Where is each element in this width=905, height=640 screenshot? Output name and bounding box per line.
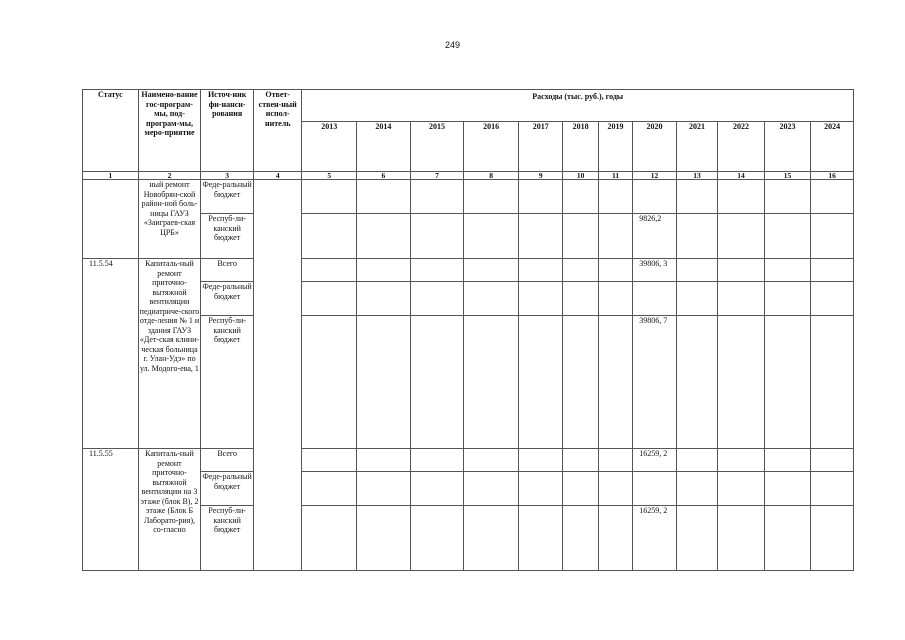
value-cell (811, 316, 854, 449)
value-cell (676, 506, 717, 571)
value-cell (598, 472, 632, 506)
value-cell (518, 259, 563, 282)
name-cell: ный ремонт Новобрян-ской район-ной боль-ницы ГАУЗ «Заиграев-ская ЦРБ» (138, 180, 201, 259)
header-year: 2019 (598, 122, 632, 172)
value-cell (811, 214, 854, 259)
header-year: 2016 (464, 122, 519, 172)
header-responsible: Ответ-ствен-ный испол-нитель (253, 90, 302, 172)
value-cell (633, 282, 676, 316)
value-cell (518, 214, 563, 259)
value-cell (764, 472, 811, 506)
value-cell (357, 282, 411, 316)
value-cell (410, 259, 464, 282)
column-number: 10 (563, 172, 598, 180)
value-cell (357, 214, 411, 259)
source-cell: Респуб-ли-канский бюджет (201, 214, 254, 259)
value-cell (563, 472, 598, 506)
value-cell (302, 180, 357, 214)
header-expenses: Расходы (тыс. руб.), годы (302, 90, 854, 122)
value-cell (464, 180, 519, 214)
value-cell (676, 259, 717, 282)
table-row (83, 259, 854, 282)
value-cell (718, 506, 765, 571)
value-cell (718, 472, 765, 506)
source-cell: Респуб-ли-канский бюджет (201, 506, 254, 571)
value-cell (563, 282, 598, 316)
value-cell (764, 214, 811, 259)
header-year: 2023 (764, 122, 811, 172)
value-cell (302, 259, 357, 282)
value-cell (676, 316, 717, 449)
value-cell (598, 506, 632, 571)
column-number: 15 (764, 172, 811, 180)
column-number: 1 (83, 172, 139, 180)
value-cell (518, 449, 563, 472)
value-cell (718, 180, 765, 214)
column-number: 12 (633, 172, 676, 180)
value-cell (598, 214, 632, 259)
value-cell (563, 259, 598, 282)
expenses-table (82, 89, 854, 571)
value-cell (302, 506, 357, 571)
name-cell: Капиталь-ный ремонт приточно-вытяжной вентиляции педиатриче-ского отде-ления № 1 и здания ГАУЗ «Дет-ская клини-ческая больница г. Улан-Удэ» по ул. Модого-ева, 1 (138, 259, 201, 449)
value-cell (410, 214, 464, 259)
value-cell (563, 316, 598, 449)
value-cell (563, 449, 598, 472)
value-cell: 39806, 7 (633, 316, 676, 449)
header-year: 2022 (718, 122, 765, 172)
column-number: 2 (138, 172, 201, 180)
value-cell (676, 180, 717, 214)
value-cell (464, 449, 519, 472)
value-cell (811, 282, 854, 316)
value-cell (464, 472, 519, 506)
value-cell (764, 282, 811, 316)
header-year: 2018 (563, 122, 598, 172)
value-cell (410, 449, 464, 472)
value-cell (811, 449, 854, 472)
value-cell (764, 180, 811, 214)
value-cell (563, 506, 598, 571)
value-cell (633, 472, 676, 506)
value-cell (811, 472, 854, 506)
value-cell (718, 282, 765, 316)
value-cell (598, 449, 632, 472)
source-cell: Всего (201, 259, 254, 282)
value-cell (357, 449, 411, 472)
value-cell (718, 214, 765, 259)
header-name: Наимено-вание гос-програм-мы, под-програм-мы, меро-приятие (138, 90, 201, 172)
column-number: 8 (464, 172, 519, 180)
value-cell (518, 282, 563, 316)
value-cell: 39806, 3 (633, 259, 676, 282)
value-cell: 16259, 2 (633, 506, 676, 571)
name-cell: Капиталь-ный ремонт приточно-вытяжной вентиляции на 3 этаже (блок В), 2 этаже (Блок Б Лаборато-рия), со-гласно (138, 449, 201, 571)
column-number: 13 (676, 172, 717, 180)
value-cell (410, 180, 464, 214)
value-cell (518, 316, 563, 449)
header-status: Статус (83, 90, 139, 172)
column-number: 3 (201, 172, 254, 180)
value-cell (410, 282, 464, 316)
value-cell (764, 259, 811, 282)
value-cell (718, 259, 765, 282)
value-cell (676, 449, 717, 472)
value-cell (633, 180, 676, 214)
source-cell: Всего (201, 449, 254, 472)
column-number: 4 (253, 172, 302, 180)
header-year: 2013 (302, 122, 357, 172)
status-cell (83, 180, 139, 259)
value-cell (302, 472, 357, 506)
page-number: 249 (444, 40, 461, 50)
value-cell (563, 180, 598, 214)
column-number: 16 (811, 172, 854, 180)
header-year: 2024 (811, 122, 854, 172)
value-cell (598, 282, 632, 316)
source-cell: Феде-ральный бюджет (201, 472, 254, 506)
header-year: 2015 (410, 122, 464, 172)
value-cell: 16259, 2 (633, 449, 676, 472)
value-cell (518, 506, 563, 571)
column-number: 5 (302, 172, 357, 180)
header-year: 2021 (676, 122, 717, 172)
value-cell (598, 180, 632, 214)
header-year: 2017 (518, 122, 563, 172)
value-cell (302, 214, 357, 259)
value-cell (676, 214, 717, 259)
value-cell (357, 180, 411, 214)
table-row (83, 449, 854, 472)
table-row (83, 180, 854, 214)
header-year: 2020 (633, 122, 676, 172)
responsible-cell (253, 180, 302, 571)
value-cell (302, 316, 357, 449)
value-cell (518, 180, 563, 214)
value-cell (357, 259, 411, 282)
column-number: 7 (410, 172, 464, 180)
status-cell: 11.5.55 (83, 449, 139, 571)
value-cell (718, 316, 765, 449)
value-cell (598, 316, 632, 449)
source-cell: Респуб-ли-канский бюджет (201, 316, 254, 449)
value-cell (563, 214, 598, 259)
source-cell: Феде-ральный бюджет (201, 282, 254, 316)
value-cell (518, 472, 563, 506)
value-cell (676, 472, 717, 506)
value-cell (302, 449, 357, 472)
column-number: 9 (518, 172, 563, 180)
value-cell (357, 506, 411, 571)
header-source: Источ-ник фи-нанси-рования (201, 90, 254, 172)
value-cell (302, 282, 357, 316)
value-cell (410, 472, 464, 506)
value-cell (357, 316, 411, 449)
header-year: 2014 (357, 122, 411, 172)
value-cell (811, 259, 854, 282)
value-cell (811, 180, 854, 214)
value-cell (598, 259, 632, 282)
source-cell: Феде-ральный бюджет (201, 180, 254, 214)
value-cell (764, 506, 811, 571)
value-cell (464, 214, 519, 259)
value-cell (764, 316, 811, 449)
value-cell (464, 282, 519, 316)
column-number: 14 (718, 172, 765, 180)
value-cell (464, 259, 519, 282)
status-cell: 11.5.54 (83, 259, 139, 449)
value-cell (676, 282, 717, 316)
value-cell (357, 472, 411, 506)
column-number: 6 (357, 172, 411, 180)
value-cell (410, 506, 464, 571)
column-number: 11 (598, 172, 632, 180)
value-cell (811, 506, 854, 571)
value-cell (464, 316, 519, 449)
value-cell (764, 449, 811, 472)
value-cell (410, 316, 464, 449)
value-cell (464, 506, 519, 571)
value-cell (718, 449, 765, 472)
value-cell: 9826,2 (633, 214, 676, 259)
